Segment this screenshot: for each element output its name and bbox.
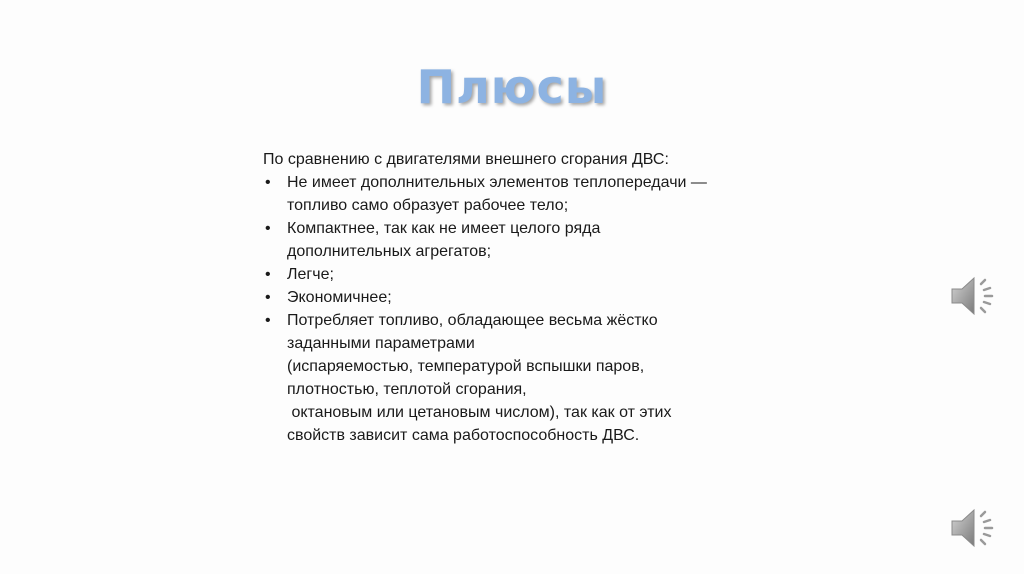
bullet-line: плотностью, теплотой сгорания, [287,381,527,398]
bullet-line: октановым или цетановым числом), так как от этих [287,404,672,421]
slide-title: Плюсы [416,60,608,114]
bullet-line: Легче; [287,266,334,283]
bullet-line: дополнительных агрегатов; [287,243,492,260]
bullet-line: Потребляет топливо, обладающее весьма жёстко [287,312,658,329]
bullet-dot: • [265,289,271,306]
bullet-line: (испаряемостью, температурой вспышки паров, [287,358,645,375]
bullet-item [263,286,783,309]
slide-body [263,148,783,447]
bullet-dot: • [265,174,271,191]
bullet-dot: • [265,312,271,329]
bullet-line: заданными параметрами [287,335,475,352]
bullet-line: Не имеет дополнительных элементов теплопередачи — [287,174,707,191]
speaker-icon[interactable] [946,502,998,554]
bullet-item [263,263,783,286]
bullet-dot: • [265,266,271,283]
bullet-item [263,309,783,447]
bullet-dot: • [265,220,271,237]
bullet-line: топливо само образует рабочее тело; [287,197,569,214]
bullet-line: Экономичнее; [287,289,392,306]
speaker-icon[interactable] [946,270,998,322]
bullet-list [263,171,783,447]
intro-text: По сравнению с двигателями внешнего сгорания ДВС: [263,151,669,168]
bullet-item [263,171,783,217]
bullet-line: Компактнее, так как не имеет целого ряда [287,220,601,237]
bullet-line: свойств зависит сама работоспособность ДВС. [287,427,640,444]
bullet-item [263,217,783,263]
